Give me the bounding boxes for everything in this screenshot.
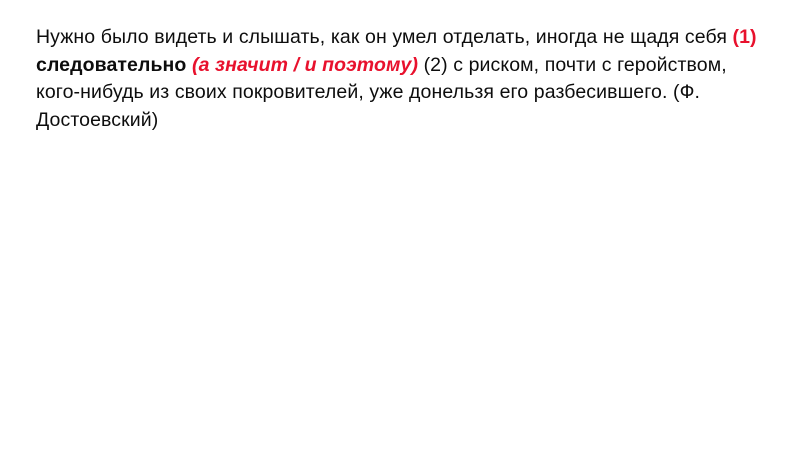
synonym-hint: (а значит / и поэтому) (191, 53, 419, 76)
gap-marker-1: (1) (732, 26, 757, 48)
conjunction-word: следовательно (36, 53, 187, 76)
space-1 (757, 26, 763, 48)
exercise-sentence (36, 24, 770, 135)
sentence-part-2: (2) с риском, почти с геройством, кого-нибудь из своих покровителей, уже донельзя его разбесившего. (Ф. Достоевский) (36, 53, 733, 132)
sentence-part-1: Нужно было видеть и слышать, как он умел отделать, иногда не щадя себя (36, 26, 733, 48)
